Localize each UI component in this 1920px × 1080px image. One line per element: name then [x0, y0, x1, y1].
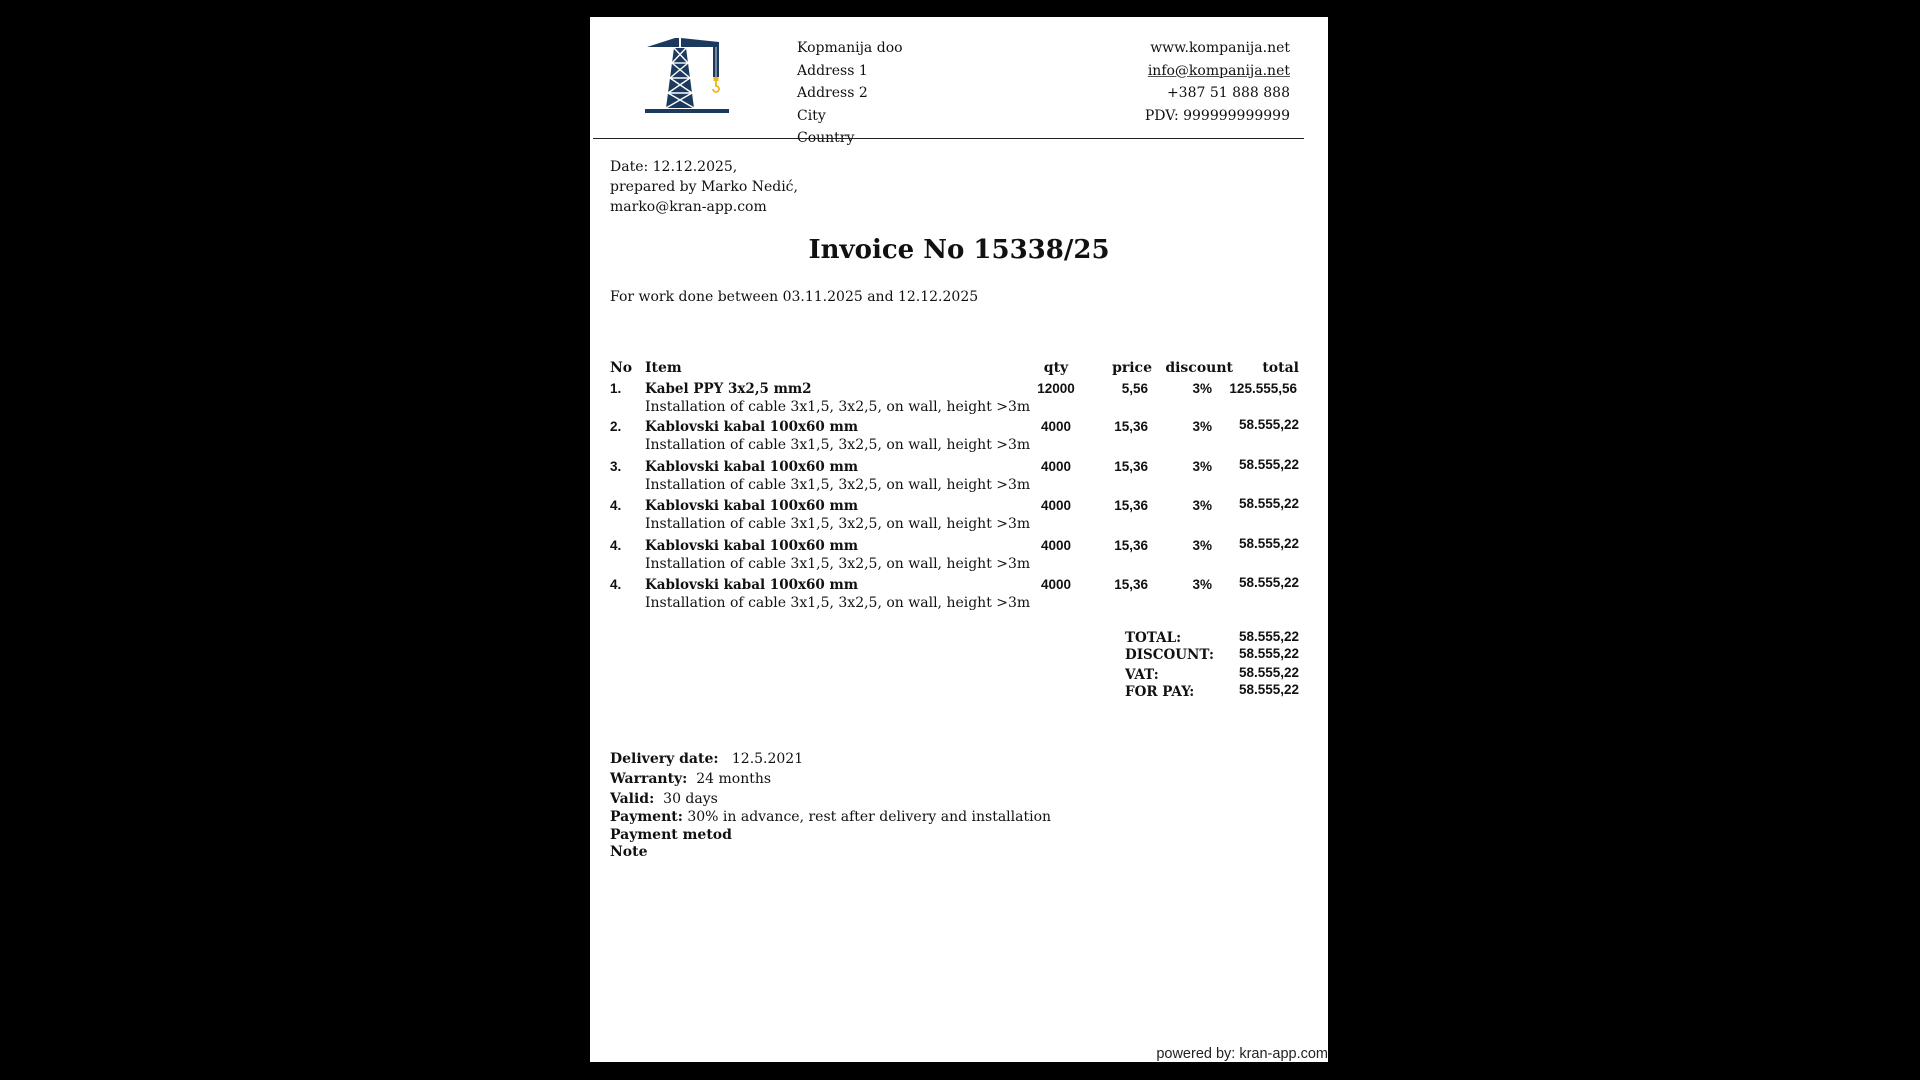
- row-item: Kabel PPY 3x2,5 mm2: [645, 381, 812, 397]
- row-item: Kablovski kabal 100x60 mm: [645, 459, 859, 475]
- company-city: City: [797, 107, 826, 124]
- company-email-link[interactable]: info@kompanija.net: [1147, 62, 1290, 79]
- invoice-meta: [610, 157, 798, 217]
- row-description: Installation of cable 3x1,5, 3x2,5, on wall, height >3m: [645, 477, 1031, 493]
- prepared-by: prepared by Marko Nedić,: [610, 179, 798, 195]
- invoice-date: Date: 12.12.2025,: [610, 159, 738, 175]
- column-header-price: price: [1112, 360, 1152, 376]
- row-price: 15,36: [1114, 538, 1148, 553]
- row-number: 4.: [610, 498, 622, 513]
- row-total: 58.555,22: [1238, 496, 1299, 511]
- row-description: Installation of cable 3x1,5, 3x2,5, on wall, height >3m: [645, 556, 1031, 572]
- powered-by-footer: powered by: kran-app.com: [1156, 1046, 1328, 1062]
- valid-value: 30 days: [663, 791, 718, 807]
- crane-icon: [645, 33, 733, 115]
- payment-value: 30% in advance, rest after delivery and installation: [687, 809, 1052, 825]
- company-country: Country: [797, 130, 855, 146]
- row-total: 58.555,22: [1238, 457, 1299, 472]
- delivery-date-line: [610, 749, 1051, 769]
- company-vat-id: PDV: 999999999999: [1144, 107, 1290, 124]
- preparer-email: marko@kran-app.com: [610, 199, 767, 215]
- for-pay-value: 58.555,22: [1238, 682, 1299, 697]
- row-qty: 12000: [1037, 381, 1075, 396]
- discount-label: DISCOUNT:: [1125, 647, 1214, 663]
- valid-label: Valid:: [610, 791, 655, 807]
- row-discount: 3%: [1192, 459, 1212, 474]
- row-item: Kablovski kabal 100x60 mm: [645, 419, 859, 435]
- delivery-date-value: 12.5.2021: [731, 751, 804, 767]
- column-header-no: No: [610, 360, 633, 376]
- company-name: Kopmanija doo: [797, 40, 903, 56]
- row-discount: 3%: [1192, 419, 1212, 434]
- row-total: 125.555,56: [1229, 381, 1297, 396]
- company-info: [797, 37, 903, 150]
- row-total: 58.555,22: [1238, 575, 1299, 590]
- company-phone: +387 51 888 888: [1166, 85, 1290, 101]
- note-line: [610, 844, 1051, 862]
- payment-method-label: Payment metod: [610, 826, 732, 843]
- row-qty: 4000: [1040, 459, 1072, 474]
- row-qty: 4000: [1040, 577, 1072, 592]
- row-discount: 3%: [1192, 577, 1212, 592]
- row-description: Installation of cable 3x1,5, 3x2,5, on wall, height >3m: [645, 516, 1031, 532]
- row-item: Kablovski kabal 100x60 mm: [645, 538, 859, 554]
- row-total: 58.555,22: [1238, 417, 1299, 432]
- vat-label: VAT:: [1125, 667, 1159, 683]
- for-pay-label: FOR PAY:: [1125, 684, 1195, 700]
- row-description: Installation of cable 3x1,5, 3x2,5, on wall, height >3m: [645, 437, 1031, 453]
- company-address2: Address 2: [797, 85, 868, 101]
- warranty-label: Warranty:: [610, 771, 688, 787]
- contact-info: [1145, 37, 1290, 127]
- row-total: 58.555,22: [1238, 536, 1299, 551]
- total-value: 58.555,22: [1238, 629, 1299, 644]
- invoice-title: Invoice No 15338/25: [808, 235, 1110, 265]
- row-price: 5,56: [1121, 381, 1148, 396]
- row-number: 3.: [610, 459, 622, 474]
- row-discount: 3%: [1192, 498, 1212, 513]
- row-price: 15,36: [1114, 419, 1148, 434]
- delivery-date-label: Delivery date:: [610, 751, 719, 767]
- row-price: 15,36: [1114, 498, 1148, 513]
- row-number: 4.: [610, 577, 622, 592]
- row-number: 1.: [610, 381, 622, 396]
- column-header-qty: qty: [1043, 360, 1069, 376]
- payment-line: [610, 809, 1051, 827]
- vat-value: 58.555,22: [1238, 665, 1299, 680]
- column-header-discount: discount: [1165, 360, 1233, 376]
- row-number: 2.: [610, 419, 622, 434]
- invoice-terms: [610, 749, 1051, 862]
- row-qty: 4000: [1040, 419, 1072, 434]
- row-item: Kablovski kabal 100x60 mm: [645, 498, 859, 514]
- row-description: Installation of cable 3x1,5, 3x2,5, on wall, height >3m: [645, 595, 1031, 611]
- work-period: For work done between 03.11.2025 and 12.12.2025: [610, 289, 979, 305]
- row-qty: 4000: [1040, 498, 1072, 513]
- note-label: Note: [610, 844, 648, 860]
- row-discount: 3%: [1192, 381, 1212, 396]
- row-qty: 4000: [1040, 538, 1072, 553]
- total-label: TOTAL:: [1125, 630, 1182, 646]
- payment-method-line: [610, 827, 1051, 845]
- header-divider: [593, 138, 1304, 139]
- discount-value: 58.555,22: [1238, 646, 1299, 661]
- row-price: 15,36: [1114, 577, 1148, 592]
- warranty-value: 24 months: [696, 771, 772, 787]
- row-discount: 3%: [1192, 538, 1212, 553]
- column-header-total: total: [1262, 360, 1299, 376]
- company-address1: Address 1: [797, 62, 868, 79]
- valid-line: [610, 789, 1051, 809]
- row-price: 15,36: [1114, 459, 1148, 474]
- invoice-page: [590, 17, 1328, 1062]
- payment-label: Payment:: [610, 809, 683, 825]
- row-number: 4.: [610, 538, 622, 553]
- company-website: www.kompanija.net: [1150, 40, 1290, 56]
- column-header-item: Item: [645, 360, 682, 376]
- row-description: Installation of cable 3x1,5, 3x2,5, on wall, height >3m: [645, 399, 1031, 415]
- warranty-line: [610, 769, 1051, 789]
- row-item: Kablovski kabal 100x60 mm: [645, 577, 859, 593]
